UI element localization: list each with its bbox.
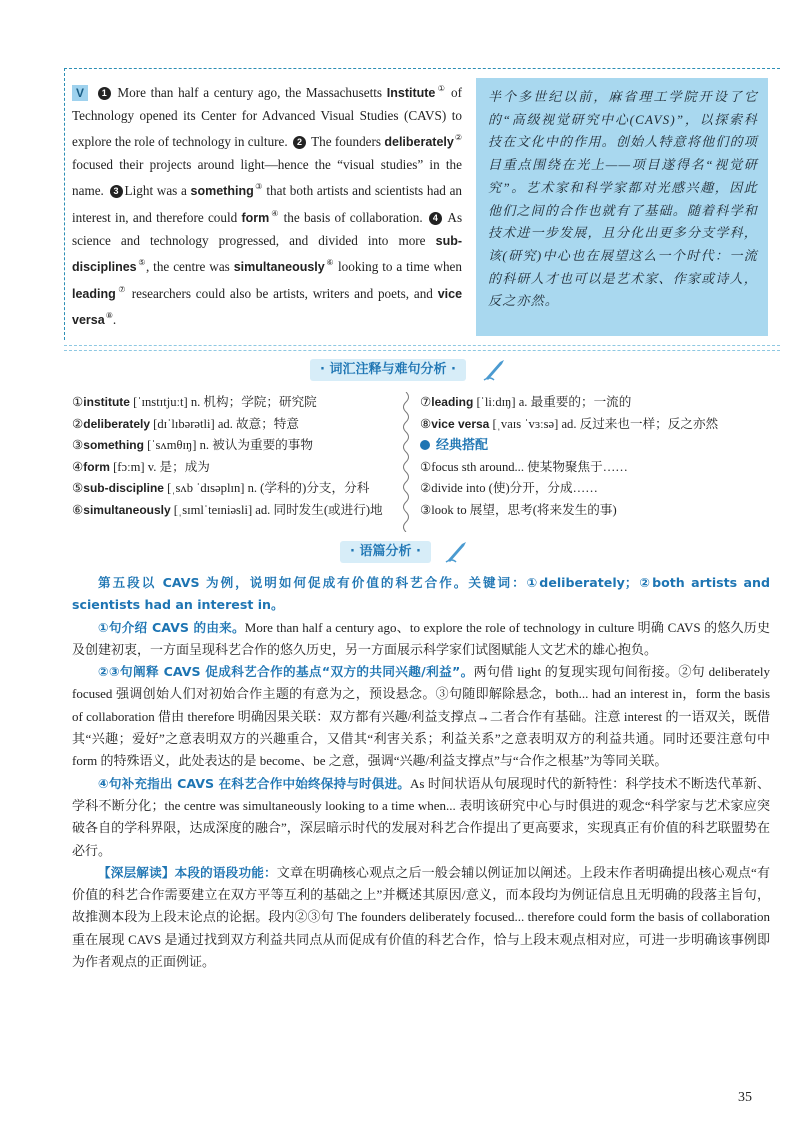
- wavy-divider: [400, 392, 412, 532]
- sentence-number: 1: [98, 87, 111, 100]
- analysis-paragraph: ①句介绍 CAVS 的由来。More than half a century ago、to explore the role of technology in culture 明确 CAVS 的悠久历史及创建初衷，一方面呈现科艺合作的悠久历史，另一方面展示科学家们试图赋能人文艺术的雄心抱负。: [72, 619, 770, 657]
- pen-icon: [482, 356, 508, 382]
- collocation-item: ③look to 展望，思考(将来发生的事): [420, 502, 617, 517]
- top-dashed-border: [64, 68, 780, 69]
- vocab-word: deliberately: [384, 135, 454, 150]
- section-divider: [64, 345, 780, 346]
- vocab-word: simultaneously: [233, 260, 325, 275]
- analysis-paragraph: ④句补充指出 CAVS 在科艺合作中始终保持与时俱进。As 时间状语从句展现时代的新特性：科学技术不断迭代革新、学科不断分化；the centre was simultaneously looking to a time when... 表明该研究中心与时俱进的观念“科学家与艺术家应突破各自的学科界限，达成深度的融合”，深层暗示时代的发展对科艺合作提出了更高要求，实现真正有价值的科艺联盟势在必行。: [72, 775, 770, 858]
- analysis-heading: · 语篇分析 ·: [340, 541, 431, 563]
- section-divider: [64, 350, 780, 351]
- vocab-entry: ⑤sub-discipline [ˌsʌb ˈdɪsəplɪn] n. (学科的)分支，分科: [72, 481, 370, 495]
- left-dashed-border: [64, 68, 65, 340]
- collocation-item: ①focus sth around... 使某物聚焦于……: [420, 459, 628, 474]
- chinese-translation-box: 半个多世纪以前，麻省理工学院开设了它的“高级视觉研究中心(CAVS)”，以探索科技在文化中的作用。创始人特意将他们的项目重点围绕在光上——项目遂得名“视觉研究”。艺术家和科学家都对光感兴趣，因此他们之间的合作也就有了基础。随着科学和技术进一步发展，且分化出更多分支学科，该(研究)中心也在展望这么一个时代：一流的科研人才也可以是艺术家、作家或诗人，反之亦然。: [476, 78, 768, 336]
- vocab-entry: ④form [fɔːm] v. 是；成为: [72, 459, 210, 474]
- paragraph-marker: V: [72, 85, 88, 101]
- vocab-word: sub-disciplines: [72, 233, 463, 275]
- vocab-word: Institute: [386, 86, 436, 100]
- analysis-paragraph: 【深层解读】本段的语段功能：文章在明确核心观点之后一般会辅以例证加以阐述。上段末作者明确提出核心观点“有价值的科艺合作需要建立在双方平等互利的基础之上”并概述其原因/意义，而本段均为例证信息且无明确的段落主旨句，故推测本段为上段末论点的论据。段内②③句 The founders deliberately focused... therefore could form the basis of collaboration 重在展现 CAVS 是通过找到双方利益共同点从而促成有价值的科艺合作，恰与上段末观点相对应，可进一步明确该事例即为作者观点的正面例证。: [72, 864, 770, 970]
- vocab-list-left: [72, 392, 402, 521]
- vocab-word: vice versa: [72, 286, 463, 328]
- vocab-entry: ⑧vice versa [ˌvaɪs ˈvɜːsə] ad. 反过来也一样；反之亦然: [420, 416, 719, 431]
- vocab-word: something: [190, 184, 254, 199]
- vocab-entry: ②deliberately [dɪˈlɪbərətli] ad. 故意；特意: [72, 416, 299, 431]
- vocab-entry: ③something [ˈsʌmθɪŋ] n. 被认为重要的事物: [72, 438, 313, 452]
- collocation-item: ②divide into (使)分开，分成……: [420, 481, 598, 495]
- analysis-summary: 第五段以 CAVS 为例，说明如何促成有价值的科艺合作。关键词：①deliberately；②both artists and scientists had an interest in。: [72, 575, 770, 613]
- english-passage: V 1 More than half a century ago, the Massachusetts Institute① of Technology opened its Center for Advanced Visual Studies (CAVS) to explore the role of technology in culture. 2 The founders deliberately② focused their projects around light—hence the “visual studies” in the name. 3 Light was a something③ that both artists and scientists had an interest in, and therefore could form④ the basis of collaboration. 4 As science and technology progressed, and divided into more sub-disciplines⑤, the centre was simultaneously⑥ looking to a time when leading⑦ researchers could also be artists, writers and poets, and vice versa⑧.: [72, 84, 463, 328]
- vocab-entry: ⑥simultaneously [ˌsɪmlˈteɪniəsli] ad. 同时发生(或进行)地: [72, 502, 383, 517]
- vocab-word: form: [241, 210, 270, 225]
- page-number: 35: [738, 1090, 752, 1105]
- sentence-number: 4: [429, 212, 442, 225]
- sentence-number: 3: [110, 185, 123, 198]
- analysis-paragraph: ②③句阐释 CAVS 促成科艺合作的基点“双方的共同兴趣/利益”。两句借 light 的复现实现句间衔接。②句 deliberately focused 强调创始人们对初始合作主题的有意为之，预设悬念。③句随即解除悬念，both... had an interest in，form the basis of collaboration 借由 therefore 明确因果关联：双方都有兴趣/利益支撑点→二者合作有基础。注意 interest 的一语双关，既借其“兴趣；爱好”之意表明双方的兴趣重合，又借其“利害关系；利益关系”之意表明双方的利益共通。同时还要注意句中 form 的特殊语义，此处表达的是 become、be 之意，强调“兴趣/利益支撑点”与“合作之根基”为等同关联。: [72, 664, 770, 769]
- discourse-analysis: [72, 572, 770, 973]
- bullet-dot-icon: [420, 440, 430, 450]
- vocab-list-right: [420, 392, 780, 521]
- collocation-heading: 经典搭配: [420, 435, 780, 457]
- pen-icon: [444, 538, 470, 564]
- sentence-number: 2: [293, 136, 306, 149]
- vocab-entry: ⑦leading [ˈliːdɪŋ] a. 最重要的；一流的: [420, 395, 632, 409]
- vocab-word: leading: [72, 286, 116, 301]
- vocab-entry: ①institute [ˈɪnstɪtjuːt] n. 机构；学院；研究院: [72, 395, 317, 409]
- vocab-heading: · 词汇注释与难句分析 ·: [310, 359, 466, 381]
